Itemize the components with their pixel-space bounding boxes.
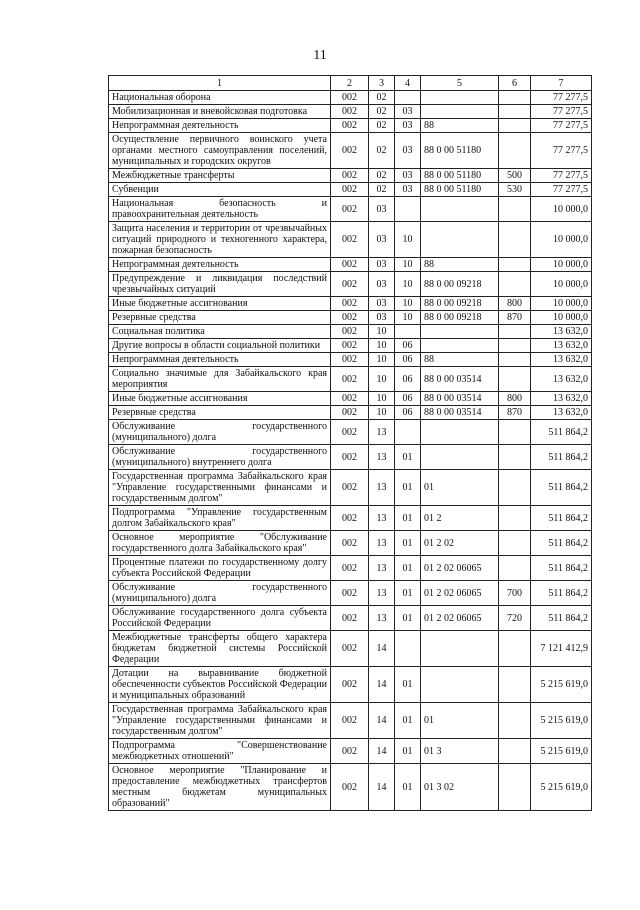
ministry-code-cell: 002 <box>331 367 369 392</box>
subsection-code-cell: 01 <box>395 606 421 631</box>
section-code-cell: 13 <box>369 420 395 445</box>
ministry-code-cell: 002 <box>331 183 369 197</box>
row-name-cell: Национальная оборона <box>109 91 331 105</box>
row-name-cell: Процентные платежи по государственному долгу субъекта Российской Федерации <box>109 556 331 581</box>
table-row <box>109 272 592 297</box>
target-article-cell: 01 2 02 06065 <box>421 581 499 606</box>
ministry-code-cell: 002 <box>331 606 369 631</box>
target-article-cell <box>421 197 499 222</box>
subsection-code-cell: 06 <box>395 406 421 420</box>
target-article-cell <box>421 105 499 119</box>
expense-type-cell <box>499 105 531 119</box>
expense-type-cell <box>499 445 531 470</box>
row-name-cell: Социальная политика <box>109 325 331 339</box>
section-code-cell: 14 <box>369 631 395 667</box>
table-row <box>109 353 592 367</box>
row-name-cell: Государственная программа Забайкальского края "Управление государственными финансами и государственным долгом" <box>109 470 331 506</box>
column-header: 5 <box>421 76 499 91</box>
amount-cell: 10 000,0 <box>531 272 592 297</box>
table-row <box>109 311 592 325</box>
section-code-cell: 13 <box>369 606 395 631</box>
amount-cell: 77 277,5 <box>531 105 592 119</box>
subsection-code-cell: 01 <box>395 531 421 556</box>
target-article-cell: 88 <box>421 258 499 272</box>
section-code-cell: 13 <box>369 556 395 581</box>
target-article-cell: 88 0 00 51180 <box>421 183 499 197</box>
column-header: 4 <box>395 76 421 91</box>
section-code-cell: 03 <box>369 272 395 297</box>
expense-type-cell: 500 <box>499 169 531 183</box>
amount-cell: 13 632,0 <box>531 339 592 353</box>
subsection-code-cell: 03 <box>395 119 421 133</box>
target-article-cell: 01 <box>421 703 499 739</box>
ministry-code-cell: 002 <box>331 133 369 169</box>
row-name-cell: Основное мероприятие "Обслуживание государственного долга Забайкальского края" <box>109 531 331 556</box>
table-row <box>109 631 592 667</box>
amount-cell: 13 632,0 <box>531 325 592 339</box>
row-name-cell: Защита населения и территории от чрезвычайных ситуаций природного и техногенного характера, пожарная безопасность <box>109 222 331 258</box>
section-code-cell: 13 <box>369 470 395 506</box>
section-code-cell: 03 <box>369 297 395 311</box>
expense-type-cell <box>499 739 531 764</box>
expense-type-cell <box>499 222 531 258</box>
amount-cell: 511 864,2 <box>531 531 592 556</box>
ministry-code-cell: 002 <box>331 667 369 703</box>
table-row <box>109 764 592 811</box>
expense-type-cell: 870 <box>499 311 531 325</box>
table-row <box>109 420 592 445</box>
target-article-cell <box>421 420 499 445</box>
amount-cell: 77 277,5 <box>531 133 592 169</box>
row-name-cell: Субвенции <box>109 183 331 197</box>
subsection-code-cell: 06 <box>395 392 421 406</box>
ministry-code-cell: 002 <box>331 272 369 297</box>
target-article-cell: 88 0 00 09218 <box>421 311 499 325</box>
target-article-cell <box>421 325 499 339</box>
amount-cell: 10 000,0 <box>531 311 592 325</box>
target-article-cell <box>421 667 499 703</box>
amount-cell: 5 215 619,0 <box>531 667 592 703</box>
target-article-cell: 88 0 00 03514 <box>421 406 499 420</box>
column-header: 6 <box>499 76 531 91</box>
subsection-code-cell: 03 <box>395 105 421 119</box>
table-row <box>109 470 592 506</box>
expense-type-cell <box>499 703 531 739</box>
ministry-code-cell: 002 <box>331 703 369 739</box>
target-article-cell <box>421 631 499 667</box>
expense-type-cell <box>499 91 531 105</box>
target-article-cell: 01 <box>421 470 499 506</box>
ministry-code-cell: 002 <box>331 91 369 105</box>
target-article-cell: 88 0 00 09218 <box>421 272 499 297</box>
amount-cell: 511 864,2 <box>531 420 592 445</box>
section-code-cell: 03 <box>369 311 395 325</box>
subsection-code-cell <box>395 325 421 339</box>
expense-type-cell: 530 <box>499 183 531 197</box>
target-article-cell: 88 0 00 03514 <box>421 392 499 406</box>
ministry-code-cell: 002 <box>331 764 369 811</box>
table-row <box>109 367 592 392</box>
section-code-cell: 02 <box>369 91 395 105</box>
target-article-cell: 01 2 02 <box>421 531 499 556</box>
amount-cell: 10 000,0 <box>531 258 592 272</box>
table-row <box>109 183 592 197</box>
target-article-cell: 88 0 00 03514 <box>421 367 499 392</box>
expense-type-cell: 870 <box>499 406 531 420</box>
section-code-cell: 13 <box>369 531 395 556</box>
amount-cell: 511 864,2 <box>531 445 592 470</box>
section-code-cell: 02 <box>369 183 395 197</box>
table-row <box>109 739 592 764</box>
expense-type-cell <box>499 506 531 531</box>
table-row <box>109 258 592 272</box>
amount-cell: 511 864,2 <box>531 506 592 531</box>
amount-cell: 5 215 619,0 <box>531 703 592 739</box>
section-code-cell: 13 <box>369 506 395 531</box>
amount-cell: 511 864,2 <box>531 556 592 581</box>
section-code-cell: 03 <box>369 197 395 222</box>
amount-cell: 5 215 619,0 <box>531 739 592 764</box>
subsection-code-cell: 10 <box>395 222 421 258</box>
table-row <box>109 339 592 353</box>
ministry-code-cell: 002 <box>331 105 369 119</box>
expense-type-cell <box>499 325 531 339</box>
amount-cell: 77 277,5 <box>531 119 592 133</box>
table-row <box>109 667 592 703</box>
ministry-code-cell: 002 <box>331 739 369 764</box>
ministry-code-cell: 002 <box>331 297 369 311</box>
section-code-cell: 14 <box>369 703 395 739</box>
subsection-code-cell: 01 <box>395 445 421 470</box>
ministry-code-cell: 002 <box>331 470 369 506</box>
expense-type-cell <box>499 667 531 703</box>
expense-type-cell <box>499 367 531 392</box>
row-name-cell: Резервные средства <box>109 311 331 325</box>
row-name-cell: Осуществление первичного воинского учета органами местного самоуправления поселений, муниципальных и городских округов <box>109 133 331 169</box>
expense-type-cell: 700 <box>499 581 531 606</box>
expense-type-cell <box>499 764 531 811</box>
expense-type-cell <box>499 631 531 667</box>
table-row <box>109 91 592 105</box>
ministry-code-cell: 002 <box>331 392 369 406</box>
ministry-code-cell: 002 <box>331 631 369 667</box>
amount-cell: 13 632,0 <box>531 367 592 392</box>
subsection-code-cell: 01 <box>395 703 421 739</box>
table-row <box>109 133 592 169</box>
section-code-cell: 10 <box>369 353 395 367</box>
target-article-cell: 01 3 <box>421 739 499 764</box>
section-code-cell: 02 <box>369 119 395 133</box>
target-article-cell: 01 2 <box>421 506 499 531</box>
section-code-cell: 14 <box>369 764 395 811</box>
subsection-code-cell <box>395 197 421 222</box>
subsection-code-cell: 01 <box>395 581 421 606</box>
row-name-cell: Межбюджетные трансферты общего характера бюджетам бюджетной системы Российской Федерации <box>109 631 331 667</box>
table-row <box>109 703 592 739</box>
ministry-code-cell: 002 <box>331 353 369 367</box>
ministry-code-cell: 002 <box>331 119 369 133</box>
amount-cell: 77 277,5 <box>531 169 592 183</box>
expense-type-cell <box>499 272 531 297</box>
column-header: 2 <box>331 76 369 91</box>
expense-type-cell: 800 <box>499 392 531 406</box>
table-row <box>109 392 592 406</box>
subsection-code-cell: 01 <box>395 739 421 764</box>
subsection-code-cell: 10 <box>395 258 421 272</box>
subsection-code-cell: 01 <box>395 470 421 506</box>
row-name-cell: Другие вопросы в области социальной политики <box>109 339 331 353</box>
row-name-cell: Дотации на выравнивание бюджетной обеспеченности субъектов Российской Федерации и муниципальных образований <box>109 667 331 703</box>
subsection-code-cell <box>395 420 421 445</box>
column-header: 1 <box>109 76 331 91</box>
amount-cell: 10 000,0 <box>531 297 592 311</box>
row-name-cell: Подпрограмма "Совершенствование межбюджетных отношений" <box>109 739 331 764</box>
row-name-cell: Подпрограмма "Управление государственным долгом Забайкальского края" <box>109 506 331 531</box>
target-article-cell <box>421 445 499 470</box>
row-name-cell: Национальная безопасность и правоохранительная деятельность <box>109 197 331 222</box>
expense-type-cell: 800 <box>499 297 531 311</box>
section-code-cell: 14 <box>369 739 395 764</box>
section-code-cell: 10 <box>369 339 395 353</box>
subsection-code-cell: 06 <box>395 353 421 367</box>
subsection-code-cell: 10 <box>395 272 421 297</box>
expense-type-cell <box>499 339 531 353</box>
row-name-cell: Предупреждение и ликвидация последствий чрезвычайных ситуаций <box>109 272 331 297</box>
table-row <box>109 169 592 183</box>
row-name-cell: Иные бюджетные ассигнования <box>109 297 331 311</box>
ministry-code-cell: 002 <box>331 325 369 339</box>
table-row <box>109 105 592 119</box>
target-article-cell <box>421 91 499 105</box>
subsection-code-cell: 01 <box>395 556 421 581</box>
target-article-cell <box>421 339 499 353</box>
section-code-cell: 10 <box>369 392 395 406</box>
target-article-cell: 88 <box>421 353 499 367</box>
subsection-code-cell <box>395 91 421 105</box>
amount-cell: 511 864,2 <box>531 581 592 606</box>
ministry-code-cell: 002 <box>331 556 369 581</box>
amount-cell: 10 000,0 <box>531 222 592 258</box>
target-article-cell: 88 0 00 51180 <box>421 133 499 169</box>
section-code-cell: 13 <box>369 445 395 470</box>
table-row <box>109 606 592 631</box>
section-code-cell: 02 <box>369 133 395 169</box>
table-row <box>109 119 592 133</box>
budget-table <box>108 75 592 811</box>
row-name-cell: Иные бюджетные ассигнования <box>109 392 331 406</box>
section-code-cell: 10 <box>369 325 395 339</box>
target-article-cell <box>421 222 499 258</box>
ministry-code-cell: 002 <box>331 169 369 183</box>
ministry-code-cell: 002 <box>331 197 369 222</box>
expense-type-cell <box>499 353 531 367</box>
ministry-code-cell: 002 <box>331 531 369 556</box>
target-article-cell: 88 0 00 51180 <box>421 169 499 183</box>
subsection-code-cell: 03 <box>395 169 421 183</box>
ministry-code-cell: 002 <box>331 406 369 420</box>
amount-cell: 511 864,2 <box>531 470 592 506</box>
ministry-code-cell: 002 <box>331 222 369 258</box>
amount-cell: 77 277,5 <box>531 183 592 197</box>
page-number: 11 <box>313 48 327 63</box>
section-code-cell: 13 <box>369 581 395 606</box>
row-name-cell: Резервные средства <box>109 406 331 420</box>
target-article-cell: 01 2 02 06065 <box>421 556 499 581</box>
table-row <box>109 581 592 606</box>
target-article-cell: 88 0 00 09218 <box>421 297 499 311</box>
expense-type-cell <box>499 133 531 169</box>
header-row <box>109 76 592 91</box>
ministry-code-cell: 002 <box>331 258 369 272</box>
subsection-code-cell <box>395 631 421 667</box>
column-header: 7 <box>531 76 592 91</box>
row-name-cell: Обслуживание государственного (муниципального) долга <box>109 420 331 445</box>
expense-type-cell <box>499 258 531 272</box>
expense-type-cell <box>499 197 531 222</box>
section-code-cell: 14 <box>369 667 395 703</box>
amount-cell: 7 121 412,9 <box>531 631 592 667</box>
table-row <box>109 297 592 311</box>
row-name-cell: Непрограммная деятельность <box>109 353 331 367</box>
table-row <box>109 445 592 470</box>
table-row <box>109 531 592 556</box>
amount-cell: 13 632,0 <box>531 353 592 367</box>
expense-type-cell <box>499 420 531 445</box>
subsection-code-cell: 01 <box>395 506 421 531</box>
row-name-cell: Межбюджетные трансферты <box>109 169 331 183</box>
ministry-code-cell: 002 <box>331 420 369 445</box>
section-code-cell: 03 <box>369 258 395 272</box>
amount-cell: 13 632,0 <box>531 406 592 420</box>
section-code-cell: 10 <box>369 406 395 420</box>
subsection-code-cell: 06 <box>395 367 421 392</box>
ministry-code-cell: 002 <box>331 311 369 325</box>
expense-type-cell <box>499 556 531 581</box>
amount-cell: 511 864,2 <box>531 606 592 631</box>
table-row <box>109 325 592 339</box>
subsection-code-cell: 10 <box>395 311 421 325</box>
row-name-cell: Государственная программа Забайкальского края "Управление государственными финансами и государственным долгом" <box>109 703 331 739</box>
row-name-cell: Обслуживание государственного долга субъекта Российской Федерации <box>109 606 331 631</box>
subsection-code-cell: 01 <box>395 667 421 703</box>
table-row <box>109 222 592 258</box>
ministry-code-cell: 002 <box>331 445 369 470</box>
section-code-cell: 10 <box>369 367 395 392</box>
row-name-cell: Социально значимые для Забайкальского края мероприятия <box>109 367 331 392</box>
expense-type-cell <box>499 470 531 506</box>
table-row <box>109 406 592 420</box>
column-header: 3 <box>369 76 395 91</box>
table-row <box>109 506 592 531</box>
row-name-cell: Обслуживание государственного (муниципального) долга <box>109 581 331 606</box>
target-article-cell: 01 3 02 <box>421 764 499 811</box>
table-row <box>109 197 592 222</box>
ministry-code-cell: 002 <box>331 581 369 606</box>
section-code-cell: 03 <box>369 222 395 258</box>
ministry-code-cell: 002 <box>331 339 369 353</box>
subsection-code-cell: 01 <box>395 764 421 811</box>
ministry-code-cell: 002 <box>331 506 369 531</box>
expense-type-cell <box>499 119 531 133</box>
expense-type-cell <box>499 531 531 556</box>
target-article-cell: 88 <box>421 119 499 133</box>
amount-cell: 5 215 619,0 <box>531 764 592 811</box>
subsection-code-cell: 03 <box>395 183 421 197</box>
expense-type-cell: 720 <box>499 606 531 631</box>
amount-cell: 10 000,0 <box>531 197 592 222</box>
row-name-cell: Основное мероприятие "Планирование и предоставление межбюджетных трансфертов местным бюджетам муниципальных образований" <box>109 764 331 811</box>
amount-cell: 77 277,5 <box>531 91 592 105</box>
section-code-cell: 02 <box>369 105 395 119</box>
amount-cell: 13 632,0 <box>531 392 592 406</box>
row-name-cell: Непрограммная деятельность <box>109 119 331 133</box>
subsection-code-cell: 03 <box>395 133 421 169</box>
subsection-code-cell: 06 <box>395 339 421 353</box>
table-row <box>109 556 592 581</box>
row-name-cell: Обслуживание государственного (муниципального) внутреннего долга <box>109 445 331 470</box>
row-name-cell: Непрограммная деятельность <box>109 258 331 272</box>
section-code-cell: 02 <box>369 169 395 183</box>
target-article-cell: 01 2 02 06065 <box>421 606 499 631</box>
subsection-code-cell: 10 <box>395 297 421 311</box>
row-name-cell: Мобилизационная и вневойсковая подготовка <box>109 105 331 119</box>
